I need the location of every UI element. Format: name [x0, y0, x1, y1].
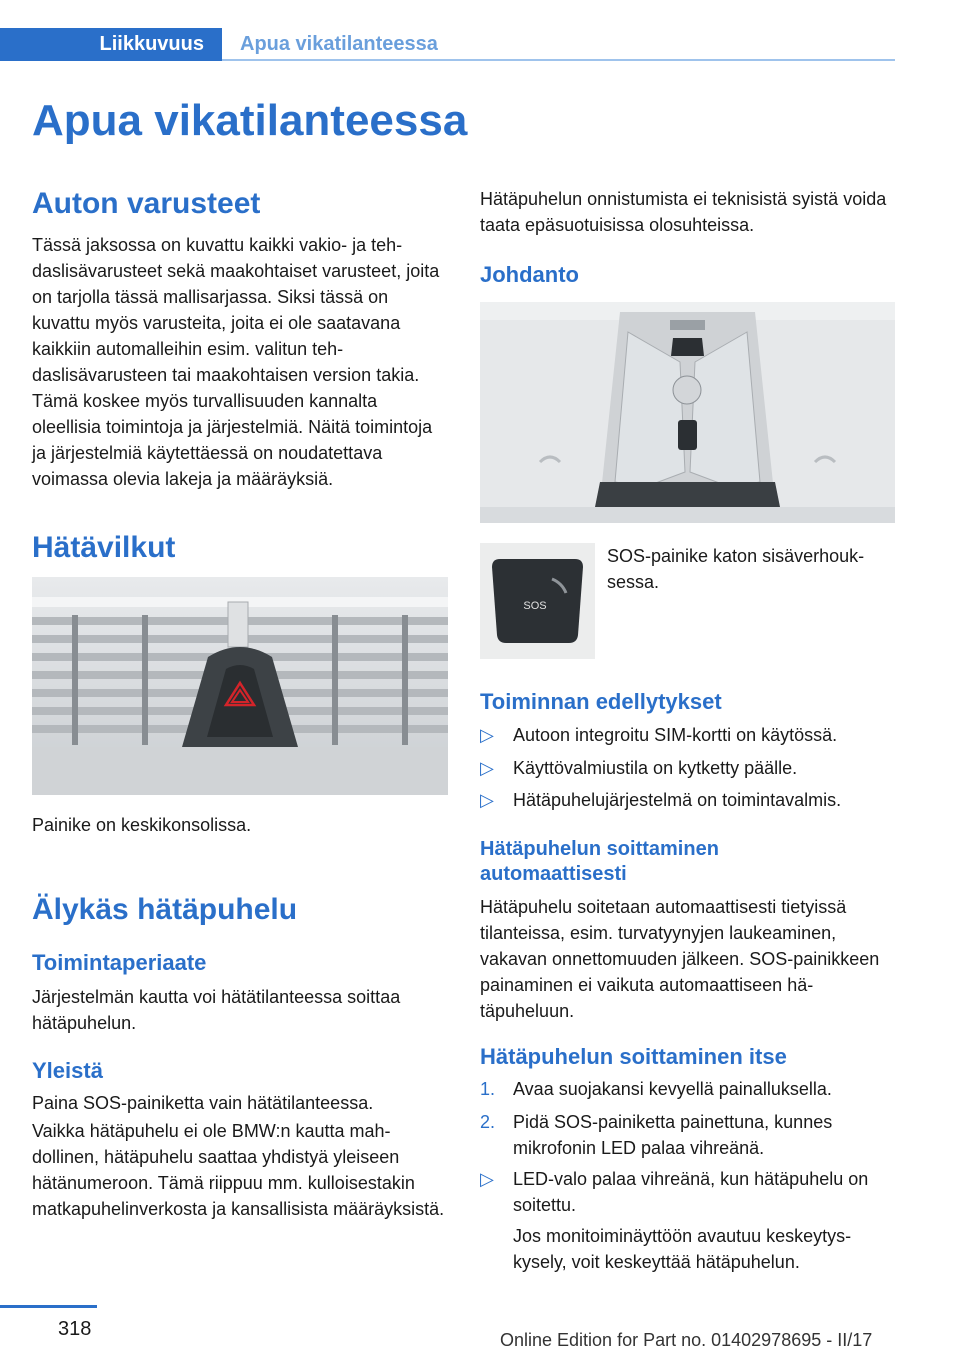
general-heading: Yleistä: [32, 1058, 103, 1083]
step-number: 2.: [480, 1112, 496, 1132]
auto-call-heading: Hätäpuhelun soittaminen automaattisesti: [480, 838, 719, 885]
result-item: [480, 1166, 896, 1218]
step-item: [480, 1109, 896, 1161]
step-text: Avaa suojakansi kevyellä painalluksella.: [513, 1079, 832, 1099]
requirement-text: Autoon integroitu SIM-kortti on käytössä.: [513, 725, 838, 745]
result-text: LED-valo palaa vihreänä, kun hätäpuhelu on soitettu.: [513, 1169, 869, 1215]
running-header: [0, 20, 895, 64]
hazard-caption: Painike on keskikonsolissa.: [32, 815, 252, 835]
bullet-marker: ▷: [480, 758, 494, 778]
page-title: Apua vikatilanteessa: [32, 96, 468, 145]
bullet-marker: ▷: [480, 1169, 494, 1189]
equipment-heading: Auton varusteet: [32, 187, 261, 220]
equipment-text: Tässä jaksossa on kuvattu kaikki vakio- ja tehdaslisävarusteet sekä maakohtaiset varusteet, joita on tarjolla tässä mallisarjassa. Siksi tässä on kuvattu myös varusteita, joita ei ole saatavana kaikkiin automalleihin esim. valitun tehdaslisävarusteen tai maakohtaisen version takia. Tämä koskee myös turvallisuuden kannalta oleellisia toimintoja ja järjestelmiä. Näitä toimintoja ja järjestelmiä käytettäessä on noudatettava voimassa olevia lakeja ja määräyksiä.: [32, 235, 440, 489]
auto-call-text: Hätäpuhelu soitetaan automaattisesti tietyissä tilanteissa, esim. turvatyynyjen laukeaminen, vakavan onnettomuuden jälkeen. SOS-painikkeen painaminen ei vaikuta automaattiseen hätäpuheluun.: [480, 897, 880, 1021]
sos-caption: SOS-painike katon sisäverhouksessa.: [607, 546, 865, 592]
requirement-item: [480, 722, 837, 748]
smart-call-heading: Älykäs hätäpuhelu: [32, 893, 298, 926]
step-item: [480, 1076, 896, 1102]
requirement-item: [480, 787, 841, 813]
intro-text: Hätäpuhelun onnistumista ei teknisistä syistä voida taata epäsuotuisissa olosuhteissa.: [480, 189, 887, 235]
hazard-console-illustration: [32, 577, 448, 795]
sos-button-photo: [480, 543, 595, 659]
principle-text: Järjestelmän kautta voi hätätilanteessa soittaa hätäpuhelun.: [32, 987, 401, 1033]
manual-call-heading: Hätäpuhelun soittaminen itse: [480, 1044, 787, 1069]
bullet-marker: ▷: [480, 790, 494, 810]
sos-label: SOS: [523, 600, 547, 612]
step-number: 1.: [480, 1079, 496, 1099]
footer-rule: [0, 1305, 97, 1308]
requirement-item: [480, 755, 797, 781]
result-note: Jos monitoiminäyttöön avautuu keskeytyskysely, voit keskeyttää hätäpuhelun.: [513, 1226, 852, 1272]
general-text-1: Paina SOS-painiketta vain hätätilanteessa.: [32, 1093, 374, 1113]
roof-console-photo: [480, 302, 895, 523]
page-number: 318: [58, 1318, 92, 1340]
johdanto-heading: Johdanto: [480, 262, 579, 287]
requirement-text: Käyttövalmiustila on kytketty päälle.: [513, 758, 798, 778]
roof-console-illustration: [480, 302, 895, 523]
edition-note: Online Edition for Part no. 01402978695 - II/17: [500, 1330, 873, 1350]
requirement-text: Hätäpuhelujärjestelmä on toimintavalmis.: [513, 790, 842, 810]
hazard-heading: Hätävilkut: [32, 531, 176, 564]
principle-heading: Toimintaperiaate: [32, 950, 207, 975]
requirements-heading: Toiminnan edellytykset: [480, 689, 722, 714]
chapter-tab: Apua vikatilanteessa: [240, 33, 438, 55]
sos-button-illustration: [480, 543, 595, 659]
section-tab: Liikkuvuus: [0, 28, 222, 61]
hazard-button-photo: [32, 577, 448, 795]
step-text: Pidä SOS-painiketta painettuna, kunnes mikrofonin LED palaa vihreänä.: [513, 1112, 833, 1158]
general-text-2: Vaikka hätäpuhelu ei ole BMW:n kautta mahdollinen, hätäpuhelu saattaa yhdistyä yleiseen hätänumeroon. Tämä riippuu mm. kulloisestakin matkapuhelinverkosta ja kansallisista määräyksistä.: [32, 1121, 445, 1219]
bullet-marker: ▷: [480, 725, 494, 745]
